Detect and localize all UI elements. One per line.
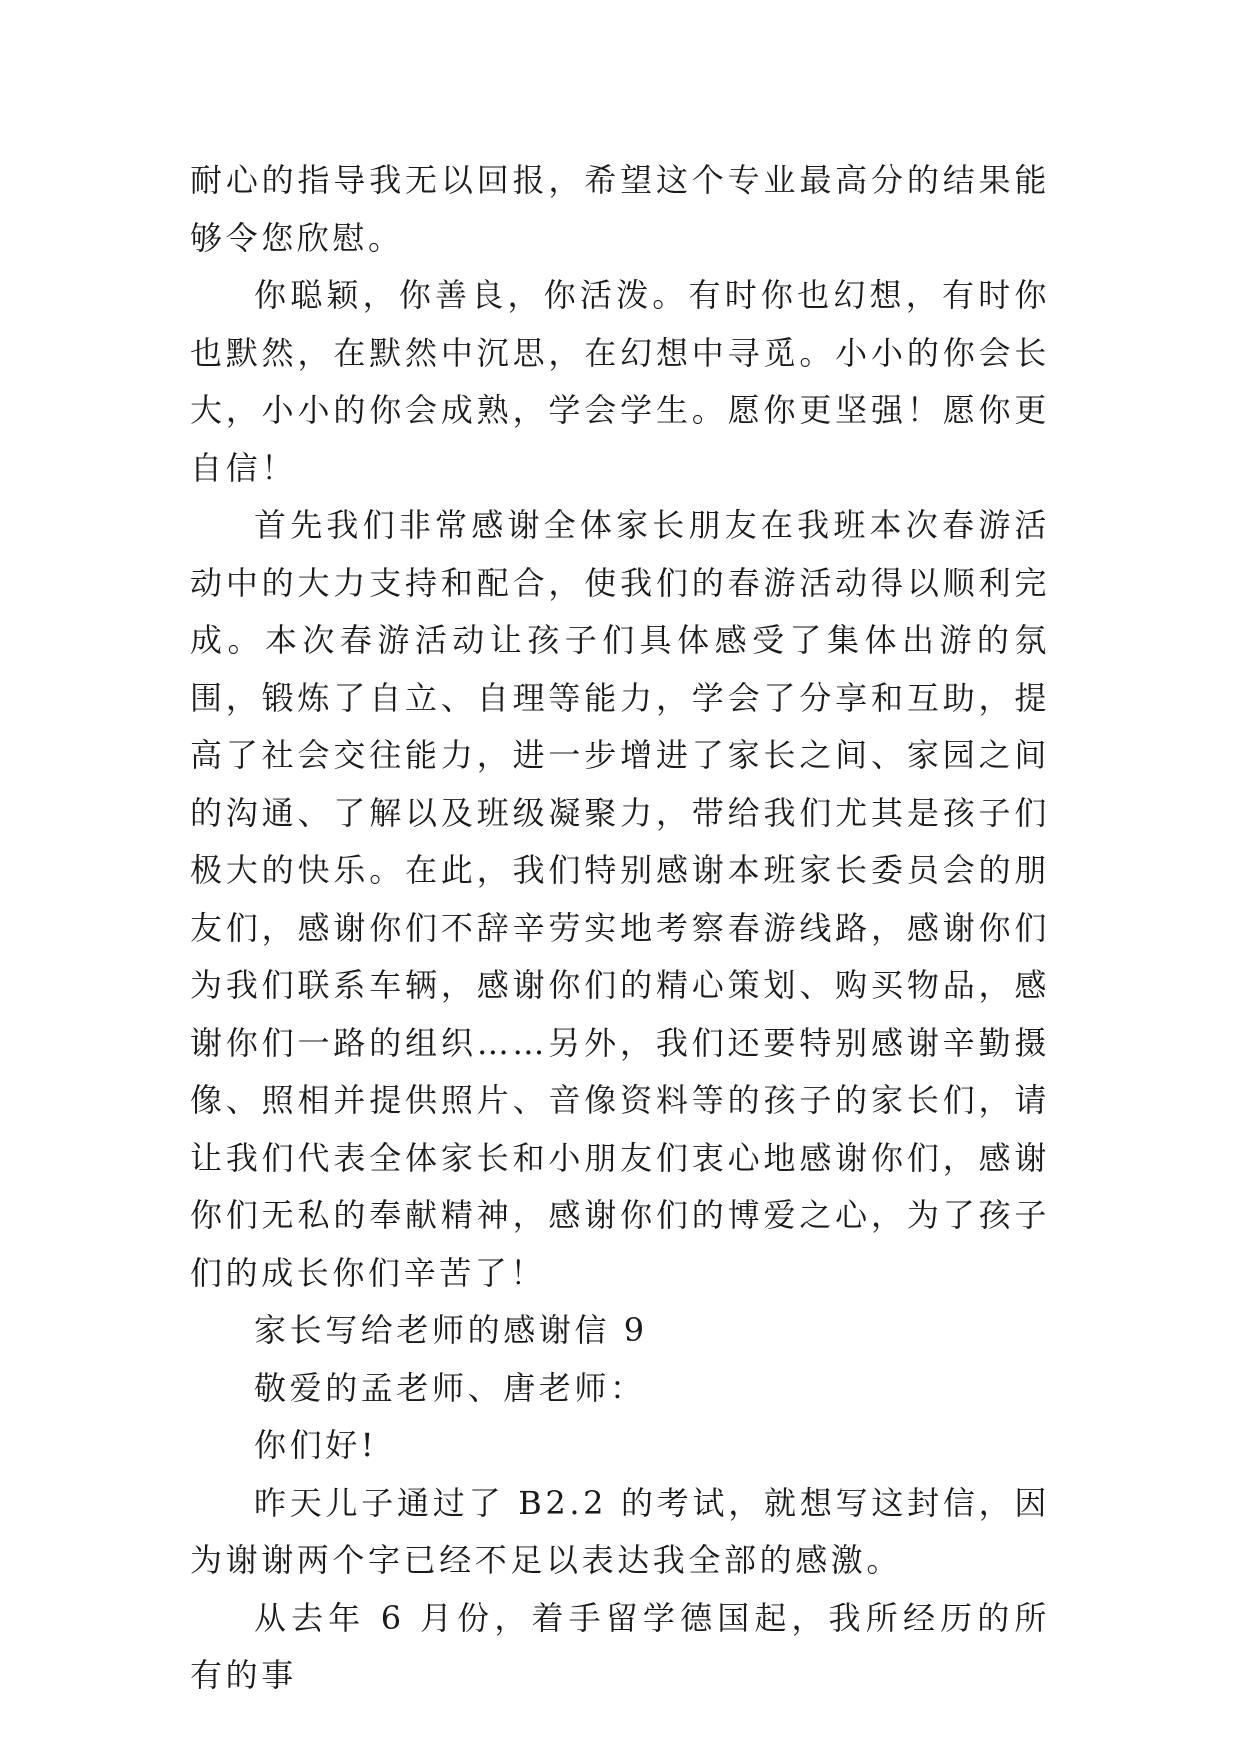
paragraph-blessing: 你聪颖，你善良，你活泼。有时你也幻想，有时你也默然，在默然中沉思，在幻想中寻觅。小小的你会长大，小小的你会成熟，学会学生。愿你更坚强！愿你更自信！ [190, 276, 1050, 487]
letter-heading: 家长写给老师的感谢信 9 [254, 1311, 648, 1349]
paragraph-spring-outing-thanks: 首先我们非常感谢全体家长朋友在我班本次春游活动中的大力支持和配合，使我们的春游活动得以顺利完成。本次春游活动让孩子们具体感受了集体出游的氛围，锻炼了自立、自理等能力，学会了分享和互助，提高了社会交往能力，进一步增进了家长之间、家园之间的沟通、了解以及班级凝聚力，带给我们尤其是孩子们极大的快乐。在此，我们特别感谢本班家长委员会的朋友们，感谢你们不辞辛劳实地考察春游线路，感谢你们为我们联系车辆，感谢你们的精心策划、购买物品，感谢你们一路的组织……另外，我们还要特别感谢辛勤摄像、照相并提供照片、音像资料等的孩子的家长们，请让我们代表全体家长和小朋友们衷心地感谢你们，感谢你们无私的奉献精神，感谢你们的博爱之心，为了孩子们的成长你们辛苦了！ [190, 506, 1050, 1292]
paragraph-study-abroad: 从去年 6 月份，着手留学德国起，我所经历的所有的事 [190, 1598, 1050, 1694]
paragraph-continuation: 耐心的指导我无以回报，希望这个专业最高分的结果能够令您欣慰。 [190, 161, 1050, 257]
letter-greeting: 你们好! [254, 1426, 378, 1464]
paragraph-exam-passed: 昨天儿子通过了 B2.2 的考试，就想写这封信，因为谢谢两个字已经不足以表达我全部的感激。 [190, 1483, 1050, 1579]
body-text [190, 152, 1050, 1705]
letter-salutation: 敬爱的孟老师、唐老师： [254, 1368, 646, 1407]
